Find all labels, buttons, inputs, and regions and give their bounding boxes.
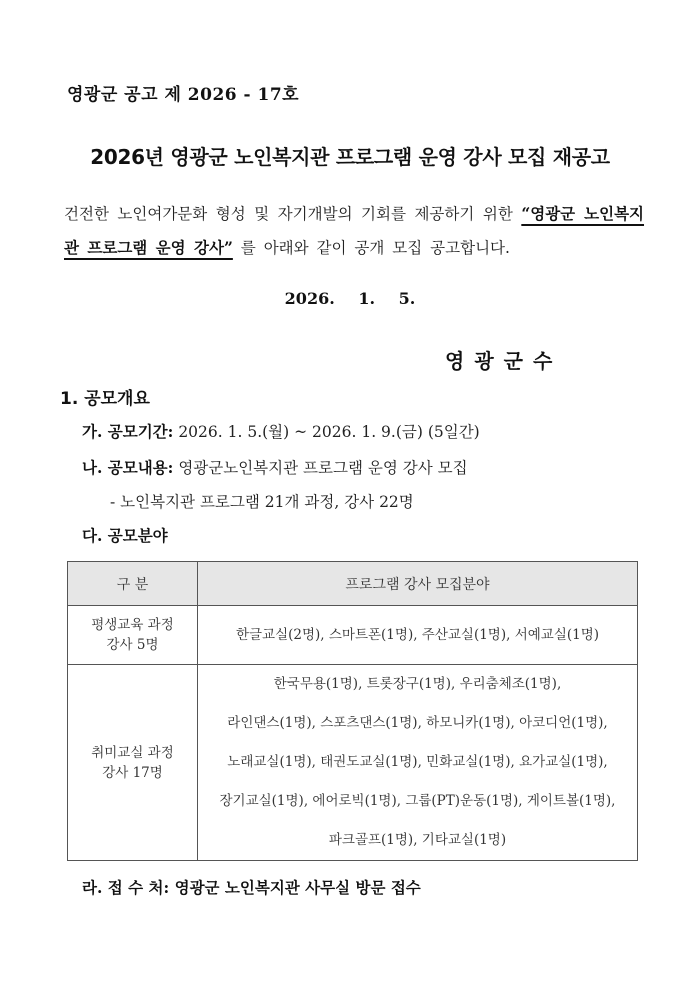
table-cell-fields bbox=[198, 606, 638, 665]
item-submission-label: 라. 접 수 처: bbox=[82, 878, 170, 897]
item-period-label: 가. 공모기간: bbox=[82, 422, 174, 441]
document-title: 2026년 영광군 노인복지관 프로그램 운영 강사 모집 재공고 bbox=[90, 145, 610, 169]
fields-line: 장기교실(1명), 에어로빅(1명), 그룹(PT)운동(1명), 게이트볼(1명), bbox=[219, 793, 616, 809]
section-heading-overview: 1. 공모개요 bbox=[60, 389, 150, 409]
notice-number: 영광군 공고 제 2026 - 17호 bbox=[67, 85, 300, 105]
item-submission bbox=[82, 876, 421, 898]
intro-paragraph bbox=[64, 197, 644, 265]
item-submission-value: 영광군 노인복지관 사무실 방문 접수 bbox=[169, 878, 421, 897]
table-header-fields: 프로그램 강사 모집분야 bbox=[198, 562, 638, 606]
category-count: 강사 17명 bbox=[102, 764, 163, 781]
announcement-date: 2026. 1. 5. bbox=[284, 289, 416, 308]
fields-line: 파크골프(1명), 기타교실(1명) bbox=[328, 832, 507, 848]
fields-line: 라인댄스(1명), 스포츠댄스(1명), 하모니카(1명), 아코디언(1명), bbox=[227, 715, 608, 731]
signer: 영광군수 bbox=[445, 349, 563, 373]
table-row bbox=[68, 606, 638, 665]
item-fields bbox=[82, 524, 168, 546]
item-fields-label: 다. 공모분야 bbox=[82, 526, 168, 545]
item-period-value: 2026. 1. 5.(월) ~ 2026. 1. 9.(금) (5일간) bbox=[173, 423, 480, 441]
item-content-value: 영광군노인복지관 프로그램 운영 강사 모집 bbox=[173, 459, 468, 477]
category-name: 취미교실 과정 bbox=[91, 744, 174, 761]
item-content bbox=[82, 456, 468, 478]
category-name: 평생교육 과정 bbox=[91, 617, 174, 633]
table-cell-fields bbox=[198, 665, 638, 861]
item-content-detail: - 노인복지관 프로그램 21개 과정, 강사 22명 bbox=[110, 493, 414, 511]
item-content-label: 나. 공모내용: bbox=[82, 458, 174, 477]
fields-line: 한글교실(2명), 스마트폰(1명), 주산교실(1명), 서예교실(1명) bbox=[235, 627, 600, 643]
intro-text-before: 건전한 노인여가문화 형성 및 자기개발의 기회를 제공하기 위한 bbox=[64, 205, 522, 223]
table-cell-category bbox=[68, 665, 198, 861]
table-cell-category bbox=[68, 606, 198, 665]
table-header-row bbox=[68, 562, 638, 606]
fields-line: 한국무용(1명), 트롯장구(1명), 우리춤체조(1명), bbox=[273, 676, 562, 692]
fields-line: 노래교실(1명), 태권도교실(1명), 민화교실(1명), 요가교실(1명), bbox=[227, 754, 608, 770]
category-count: 강사 5명 bbox=[106, 637, 159, 653]
table-header-category: 구 분 bbox=[68, 562, 198, 606]
intro-text-after: 를 아래와 같이 공개 모집 공고합니다. bbox=[232, 239, 510, 257]
table-row bbox=[68, 665, 638, 861]
intro-emphasis: “영광군 노인복지관 프로그램 운영 강사” bbox=[64, 204, 645, 257]
recruitment-table bbox=[67, 561, 638, 861]
item-period bbox=[82, 420, 480, 442]
